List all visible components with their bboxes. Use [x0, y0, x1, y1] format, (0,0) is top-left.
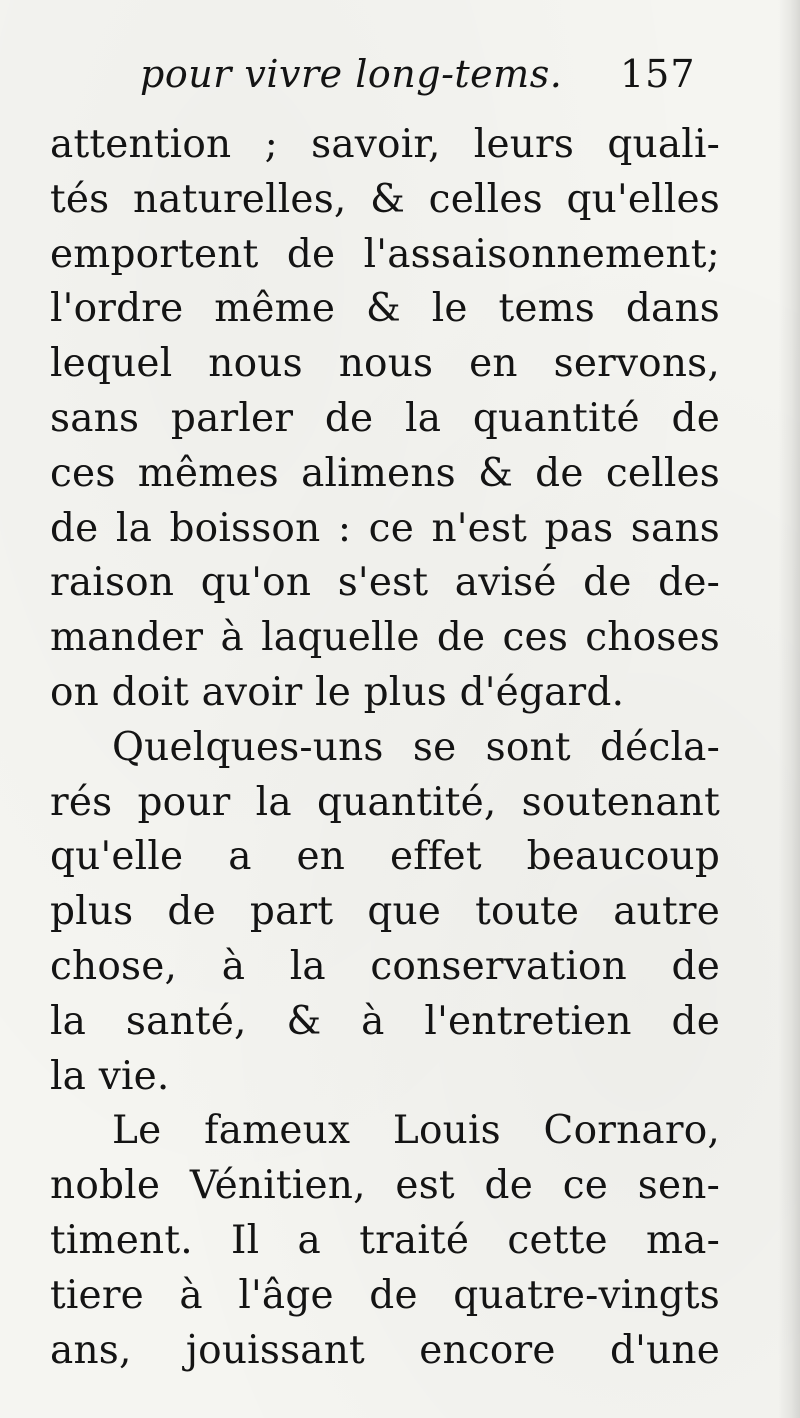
paragraph-start-line: Le fameux Louis Cornaro, [112, 1108, 720, 1154]
text-line: qu'elle a en effet beaucoup [50, 834, 720, 880]
running-title: pour vivre long-tems. [140, 52, 563, 96]
paragraph-start-line: Quelques-uns se sont décla- [112, 724, 720, 770]
text-line: ans, jouissant encore d'une [50, 1327, 720, 1373]
text-line: chose, à la conservation de [50, 943, 720, 989]
text-line: rés pour la quantité, soutenant [50, 779, 720, 825]
text-line: emportent de l'assaisonnement; [50, 231, 720, 277]
text-line: plus de part que toute autre [50, 889, 720, 935]
text-line: sans parler de la quantité de [50, 395, 720, 441]
text-line: l'ordre même & le tems dans [50, 286, 720, 332]
page-gutter-shadow [778, 0, 800, 1418]
page-header [140, 52, 700, 102]
text-line: noble Vénitien, est de ce sen- [50, 1163, 720, 1209]
text-line: la santé, & à l'entretien de [50, 998, 720, 1044]
text-line: raison qu'on s'est avisé de de- [50, 560, 720, 606]
text-line: tiere à l'âge de quatre-vingts [50, 1272, 720, 1318]
text-line: mander à laquelle de ces choses [50, 615, 720, 661]
text-line: ces mêmes alimens & de celles [50, 450, 720, 496]
text-line: tés naturelles, & celles qu'elles [50, 176, 720, 222]
text-line: attention ; savoir, leurs quali- [50, 122, 720, 167]
text-line: on doit avoir le plus d'égard. [50, 669, 625, 715]
page-number: 157 [620, 52, 696, 96]
text-line: timent. Il a traité cette ma- [50, 1217, 720, 1263]
text-line: de la boisson : ce n'est pas sans [50, 505, 720, 551]
text-line: lequel nous nous en servons, [50, 341, 720, 387]
body-text [50, 118, 720, 1378]
text-line: la vie. [50, 1053, 170, 1099]
